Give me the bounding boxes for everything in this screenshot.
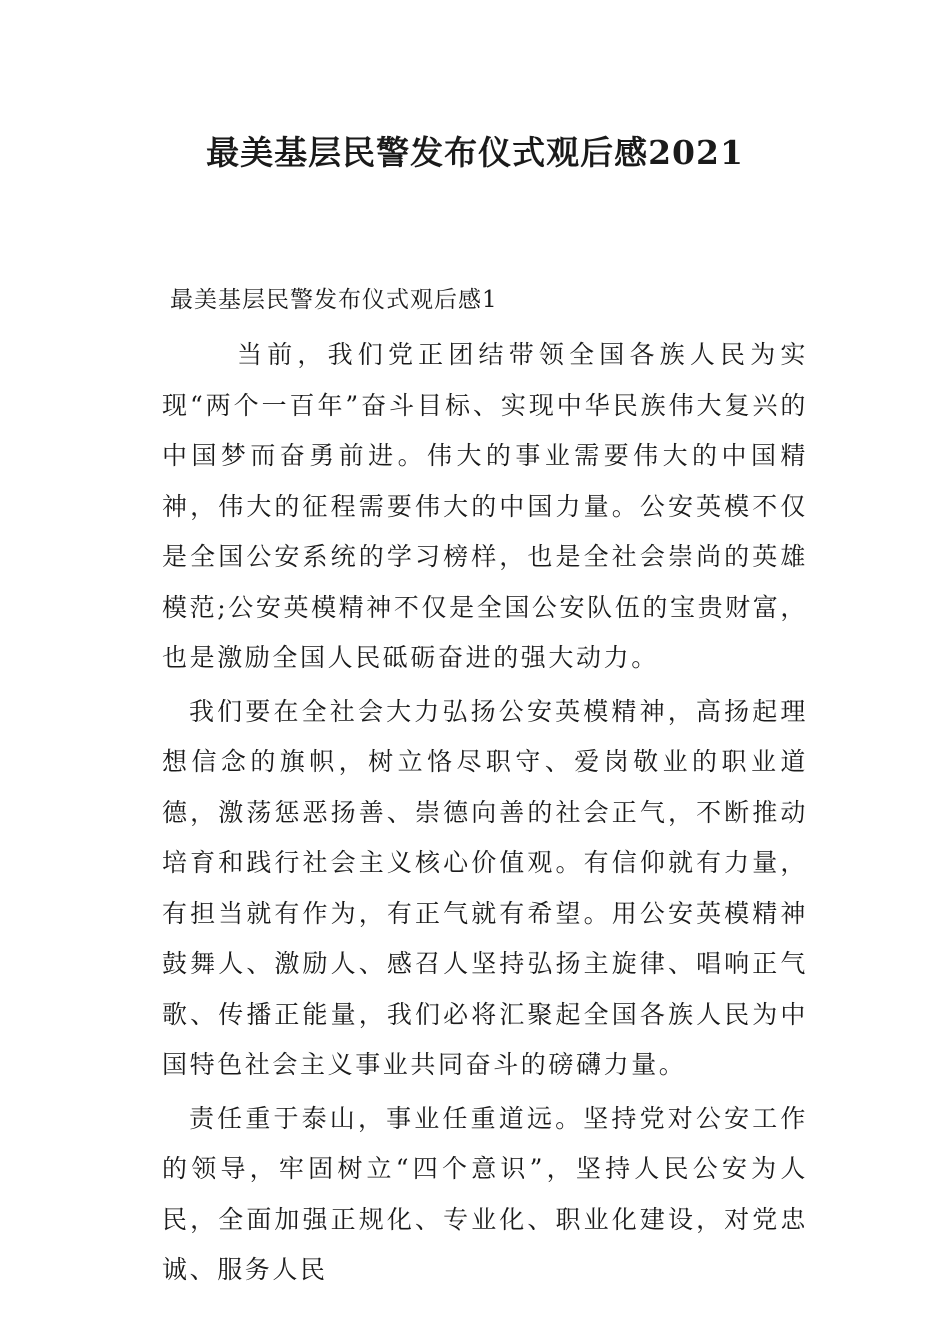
document-body: [162, 330, 808, 1299]
document-title: 最美基层民警发布仪式观后感2021: [206, 133, 744, 172]
section-subtitle: 最美基层民警发布仪式观后感1: [170, 287, 498, 313]
paragraph: 当前，我们党正团结带领全国各族人民为实现“两个一百年”奋斗目标、实现中华民族伟大复兴的中国梦而奋勇前进。伟大的事业需要伟大的中国精神，伟大的征程需要伟大的中国力量。公安英模不仅是全国公安系统的学习榜样，也是全社会崇尚的英雄模范;公安英模精神不仅是全国公安队伍的宝贵财富，也是激励全国人民砥砺奋进的强大动力。: [162, 340, 808, 672]
paragraph: 我们要在全社会大力弘扬公安英模精神，高扬起理想信念的旗帜，树立恪尽职守、爱岗敬业的职业道德，激荡惩恶扬善、崇德向善的社会正气，不断推动培育和践行社会主义核心价值观。有信仰就有力量，有担当就有作为，有正气就有希望。用公安英模精神鼓舞人、激励人、感召人坚持弘扬主旋律、唱响正气歌、传播正能量，我们必将汇聚起全国各族人民为中国特色社会主义事业共同奋斗的磅礴力量。: [162, 696, 808, 1079]
paragraph: 责任重于泰山，事业任重道远。坚持党对公安工作的领导，牢固树立“四个意识”，坚持人民公安为人民，全面加强正规化、专业化、职业化建设，对党忠诚、服务人民: [162, 1103, 808, 1284]
